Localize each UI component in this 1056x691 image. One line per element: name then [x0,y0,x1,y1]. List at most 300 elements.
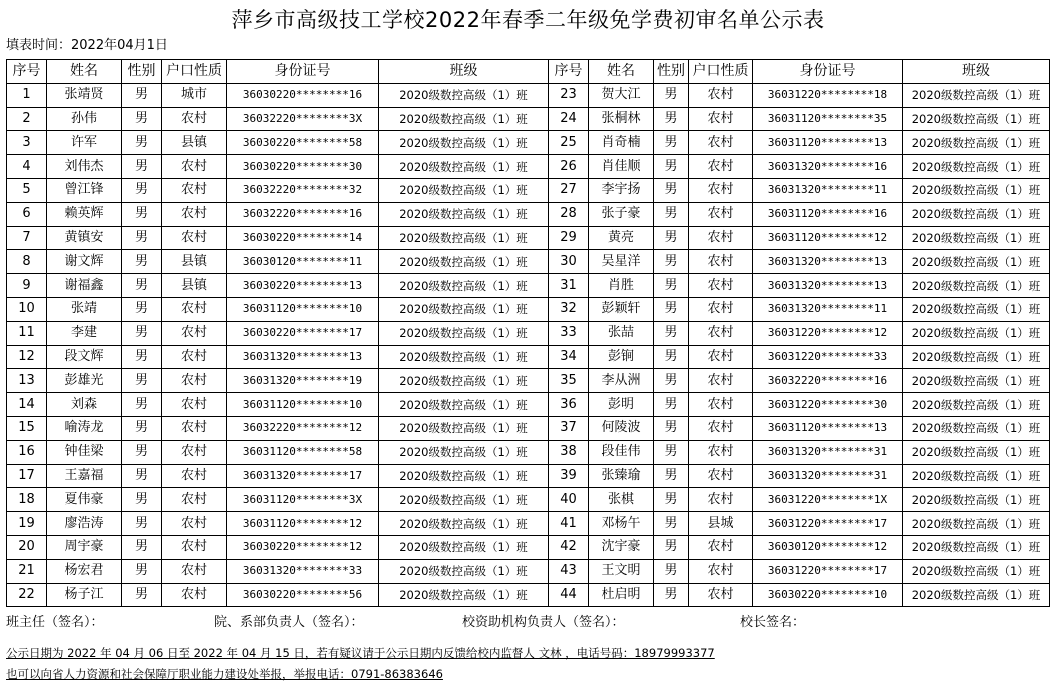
id-cell: 36030220********17 [227,321,379,345]
class-cell: 2020级数控高级（1）班 [379,202,549,226]
name-cell: 李建 [47,321,122,345]
seq-cell: 3 [7,131,47,155]
class-cell: 2020级数控高级（1）班 [903,535,1050,559]
seq-cell: 1 [7,83,47,107]
class-cell: 2020级数控高级（1）班 [903,488,1050,512]
gender-cell: 男 [654,369,689,393]
seq-cell: 28 [549,202,589,226]
hukou-cell: 农村 [162,345,227,369]
class-cell: 2020级数控高级（1）班 [379,583,549,607]
id-cell: 36031220********17 [753,559,903,583]
table-row [7,83,1050,107]
id-cell: 36031120********58 [227,440,379,464]
name-cell: 周宇豪 [47,535,122,559]
seq-cell: 26 [549,155,589,179]
gender-cell: 男 [654,393,689,417]
hukou-cell: 农村 [689,321,753,345]
class-cell: 2020级数控高级（1）班 [903,178,1050,202]
gender-cell: 男 [654,464,689,488]
table-row [7,512,1050,536]
hukou-cell: 农村 [162,107,227,131]
gender-cell: 男 [654,155,689,179]
class-cell: 2020级数控高级（1）班 [379,226,549,250]
id-cell: 36031220********30 [753,393,903,417]
class-cell: 2020级数控高级（1）班 [903,416,1050,440]
class-cell: 2020级数控高级（1）班 [903,83,1050,107]
class-cell: 2020级数控高级（1）班 [903,512,1050,536]
name-cell: 沈宇豪 [589,535,654,559]
seq-cell: 35 [549,369,589,393]
hukou-cell: 农村 [162,559,227,583]
seq-cell: 30 [549,250,589,274]
class-cell: 2020级数控高级（1）班 [903,321,1050,345]
id-cell: 36031320********16 [753,155,903,179]
hukou-cell: 农村 [162,416,227,440]
table-row [7,559,1050,583]
name-cell: 杜启明 [589,583,654,607]
seq-cell: 18 [7,488,47,512]
gender-cell: 男 [122,559,162,583]
class-cell: 2020级数控高级（1）班 [903,369,1050,393]
id-cell: 36031320********13 [227,345,379,369]
id-cell: 36031320********11 [753,297,903,321]
hukou-cell: 农村 [689,250,753,274]
col-header-class: 班级 [379,60,549,84]
id-cell: 36031120********12 [753,226,903,250]
class-cell: 2020级数控高级（1）班 [903,202,1050,226]
seq-cell: 19 [7,512,47,536]
seq-cell: 29 [549,226,589,250]
name-cell: 肖佳顺 [589,155,654,179]
id-cell: 36030220********14 [227,226,379,250]
id-cell: 36030120********11 [227,250,379,274]
gender-cell: 男 [122,250,162,274]
table-row [7,440,1050,464]
name-cell: 段文辉 [47,345,122,369]
name-cell: 黄亮 [589,226,654,250]
id-cell: 36031320********31 [753,440,903,464]
gender-cell: 男 [122,488,162,512]
hukou-cell: 农村 [689,464,753,488]
hukou-cell: 农村 [689,559,753,583]
gender-cell: 男 [122,226,162,250]
id-cell: 36031320********17 [227,464,379,488]
col-header-gender: 性别 [654,60,689,84]
seq-cell: 13 [7,369,47,393]
principal-signature: 校长签名： [740,615,806,630]
class-cell: 2020级数控高级（1）班 [379,107,549,131]
id-cell: 36031220********18 [753,83,903,107]
id-cell: 36032220********16 [753,369,903,393]
name-cell: 段佳伟 [589,440,654,464]
col-header-hukou: 户口性质 [162,60,227,84]
id-cell: 36030220********10 [753,583,903,607]
gender-cell: 男 [654,297,689,321]
hukou-cell: 农村 [689,583,753,607]
gender-cell: 男 [122,202,162,226]
hukou-cell: 农村 [162,321,227,345]
name-cell: 肖胜 [589,274,654,298]
class-cell: 2020级数控高级（1）班 [903,155,1050,179]
seq-cell: 32 [549,297,589,321]
seq-cell: 44 [549,583,589,607]
table-row [7,202,1050,226]
head-teacher-signature: 班主任（签名）： [6,615,104,630]
name-cell: 张靖 [47,297,122,321]
name-cell: 李宇扬 [589,178,654,202]
name-cell: 许军 [47,131,122,155]
seq-cell: 7 [7,226,47,250]
id-cell: 36030220********16 [227,83,379,107]
id-cell: 36031320********13 [753,274,903,298]
id-cell: 36030220********12 [227,535,379,559]
gender-cell: 男 [654,83,689,107]
name-cell: 廖浩涛 [47,512,122,536]
seq-cell: 39 [549,464,589,488]
gender-cell: 男 [122,155,162,179]
hukou-cell: 农村 [689,535,753,559]
class-cell: 2020级数控高级（1）班 [379,321,549,345]
gender-cell: 男 [654,131,689,155]
class-cell: 2020级数控高级（1）班 [903,131,1050,155]
seq-cell: 14 [7,393,47,417]
id-cell: 36032220********12 [227,416,379,440]
department-head-signature: 院、系部负责人（签名）： [214,615,364,630]
col-header-name: 姓名 [47,60,122,84]
name-cell: 彭颖轩 [589,297,654,321]
seq-cell: 37 [549,416,589,440]
roster-body [7,83,1050,607]
id-cell: 36031120********3X [227,488,379,512]
gender-cell: 男 [654,416,689,440]
gender-cell: 男 [122,369,162,393]
name-cell: 张靖贤 [47,83,122,107]
name-cell: 曾江锋 [47,178,122,202]
class-cell: 2020级数控高级（1）班 [379,559,549,583]
name-cell: 喻涛龙 [47,416,122,440]
col-header-seq: 序号 [549,60,589,84]
hukou-cell: 农村 [689,107,753,131]
hukou-cell: 县城 [689,512,753,536]
class-cell: 2020级数控高级（1）班 [903,226,1050,250]
hukou-cell: 农村 [689,393,753,417]
seq-cell: 10 [7,297,47,321]
table-row [7,345,1050,369]
gender-cell: 男 [654,250,689,274]
class-cell: 2020级数控高级（1）班 [903,345,1050,369]
gender-cell: 男 [122,393,162,417]
name-cell: 张子豪 [589,202,654,226]
id-cell: 36031120********12 [227,512,379,536]
class-cell: 2020级数控高级（1）班 [379,297,549,321]
class-cell: 2020级数控高级（1）班 [379,416,549,440]
name-cell: 张桐林 [589,107,654,131]
class-cell: 2020级数控高级（1）班 [379,488,549,512]
col-header-id: 身份证号 [227,60,379,84]
gender-cell: 男 [122,274,162,298]
class-cell: 2020级数控高级（1）班 [379,393,549,417]
class-cell: 2020级数控高级（1）班 [379,131,549,155]
seq-cell: 43 [549,559,589,583]
hukou-cell: 农村 [162,583,227,607]
hukou-cell: 农村 [689,369,753,393]
col-header-id: 身份证号 [753,60,903,84]
hukou-cell: 城市 [162,83,227,107]
class-cell: 2020级数控高级（1）班 [379,155,549,179]
class-cell: 2020级数控高级（1）班 [903,274,1050,298]
gender-cell: 男 [654,512,689,536]
class-cell: 2020级数控高级（1）班 [903,250,1050,274]
class-cell: 2020级数控高级（1）班 [379,83,549,107]
seq-cell: 8 [7,250,47,274]
col-header-gender: 性别 [122,60,162,84]
gender-cell: 男 [122,321,162,345]
class-cell: 2020级数控高级（1）班 [903,583,1050,607]
class-cell: 2020级数控高级（1）班 [379,369,549,393]
seq-cell: 40 [549,488,589,512]
col-header-class: 班级 [903,60,1050,84]
hukou-cell: 农村 [689,131,753,155]
seq-cell: 31 [549,274,589,298]
gender-cell: 男 [654,583,689,607]
id-cell: 36031220********17 [753,512,903,536]
page-title: 萍乡市高级技工学校2022年春季二年级免学费初审名单公示表 [231,8,825,32]
id-cell: 36030220********58 [227,131,379,155]
name-cell: 谢福鑫 [47,274,122,298]
hukou-cell: 农村 [162,393,227,417]
col-header-seq: 序号 [7,60,47,84]
name-cell: 刘伟杰 [47,155,122,179]
name-cell: 杨子江 [47,583,122,607]
id-cell: 36031320********11 [753,178,903,202]
name-cell: 张臻瑜 [589,464,654,488]
gender-cell: 男 [122,464,162,488]
gender-cell: 男 [654,559,689,583]
gender-cell: 男 [654,488,689,512]
table-row [7,155,1050,179]
name-cell: 杨宏君 [47,559,122,583]
id-cell: 36031320********31 [753,464,903,488]
name-cell: 张棋 [589,488,654,512]
class-cell: 2020级数控高级（1）班 [903,297,1050,321]
table-row [7,297,1050,321]
id-cell: 36031120********10 [227,297,379,321]
hukou-cell: 农村 [162,440,227,464]
class-cell: 2020级数控高级（1）班 [379,178,549,202]
class-cell: 2020级数控高级（1）班 [903,393,1050,417]
table-row [7,107,1050,131]
name-cell: 孙伟 [47,107,122,131]
id-cell: 36032220********16 [227,202,379,226]
name-cell: 肖奇楠 [589,131,654,155]
seq-cell: 15 [7,416,47,440]
gender-cell: 男 [654,202,689,226]
hukou-cell: 农村 [689,274,753,298]
hukou-cell: 农村 [689,155,753,179]
seq-cell: 41 [549,512,589,536]
aid-office-signature: 校资助机构负责人（签名）： [462,615,625,630]
hukou-cell: 农村 [162,202,227,226]
hukou-cell: 农村 [689,178,753,202]
gender-cell: 男 [122,416,162,440]
class-cell: 2020级数控高级（1）班 [903,107,1050,131]
seq-cell: 12 [7,345,47,369]
name-cell: 钟佳梁 [47,440,122,464]
hukou-cell: 农村 [689,345,753,369]
class-cell: 2020级数控高级（1）班 [379,464,549,488]
id-cell: 36031120********13 [753,416,903,440]
seq-cell: 36 [549,393,589,417]
class-cell: 2020级数控高级（1）班 [903,559,1050,583]
gender-cell: 男 [122,297,162,321]
gender-cell: 男 [122,512,162,536]
class-cell: 2020级数控高级（1）班 [379,250,549,274]
col-header-hukou: 户口性质 [689,60,753,84]
hukou-cell: 农村 [689,202,753,226]
hukou-cell: 农村 [162,512,227,536]
class-cell: 2020级数控高级（1）班 [379,512,549,536]
name-cell: 彭锏 [589,345,654,369]
seq-cell: 27 [549,178,589,202]
seq-cell: 33 [549,321,589,345]
name-cell: 彭雄光 [47,369,122,393]
hukou-cell: 农村 [689,416,753,440]
seq-cell: 38 [549,440,589,464]
gender-cell: 男 [122,178,162,202]
table-row [7,178,1050,202]
hukou-cell: 农村 [162,535,227,559]
table-row [7,321,1050,345]
class-cell: 2020级数控高级（1）班 [379,535,549,559]
name-cell: 张喆 [589,321,654,345]
name-cell: 邓杨午 [589,512,654,536]
id-cell: 36031120********10 [227,393,379,417]
table-row [7,583,1050,607]
gender-cell: 男 [122,535,162,559]
gender-cell: 男 [122,345,162,369]
seq-cell: 20 [7,535,47,559]
gender-cell: 男 [654,345,689,369]
id-cell: 36030120********12 [753,535,903,559]
hukou-cell: 县镇 [162,250,227,274]
seq-cell: 2 [7,107,47,131]
hukou-cell: 农村 [162,178,227,202]
seq-cell: 21 [7,559,47,583]
gender-cell: 男 [654,440,689,464]
hukou-cell: 农村 [162,297,227,321]
table-row [7,416,1050,440]
id-cell: 36032220********32 [227,178,379,202]
id-cell: 36031320********33 [227,559,379,583]
table-row [7,226,1050,250]
table-row [7,535,1050,559]
col-header-name: 姓名 [589,60,654,84]
hukou-cell: 农村 [162,464,227,488]
name-cell: 谢文辉 [47,250,122,274]
id-cell: 36031120********13 [753,131,903,155]
id-cell: 36031120********16 [753,202,903,226]
hukou-cell: 农村 [162,226,227,250]
fill-date: 填表时间：2022年04月1日 [6,38,168,53]
hukou-cell: 农村 [689,440,753,464]
id-cell: 36030220********30 [227,155,379,179]
gender-cell: 男 [122,131,162,155]
hukou-cell: 农村 [689,297,753,321]
gender-cell: 男 [654,178,689,202]
gender-cell: 男 [122,583,162,607]
seq-cell: 17 [7,464,47,488]
id-cell: 36031220********1X [753,488,903,512]
seq-cell: 11 [7,321,47,345]
hukou-cell: 农村 [162,369,227,393]
id-cell: 36031220********33 [753,345,903,369]
name-cell: 赖英辉 [47,202,122,226]
seq-cell: 22 [7,583,47,607]
gender-cell: 男 [654,535,689,559]
notice-line-1: 公示日期为 2022 年 04 月 06 日至 2022 年 04 月 15 日，若有疑议请于公示日期内反馈给校内监督人 文林 ，电话号码：18979993377 [6,646,715,660]
seq-cell: 6 [7,202,47,226]
name-cell: 王嘉福 [47,464,122,488]
id-cell: 36031320********19 [227,369,379,393]
id-cell: 36031220********12 [753,321,903,345]
gender-cell: 男 [654,321,689,345]
id-cell: 36031320********13 [753,250,903,274]
hukou-cell: 县镇 [162,131,227,155]
class-cell: 2020级数控高级（1）班 [379,345,549,369]
table-row [7,488,1050,512]
gender-cell: 男 [122,107,162,131]
gender-cell: 男 [654,226,689,250]
table-row [7,464,1050,488]
id-cell: 36032220********3X [227,107,379,131]
seq-cell: 4 [7,155,47,179]
id-cell: 36031120********35 [753,107,903,131]
gender-cell: 男 [122,83,162,107]
seq-cell: 34 [549,345,589,369]
name-cell: 刘森 [47,393,122,417]
hukou-cell: 农村 [689,226,753,250]
seq-cell: 42 [549,535,589,559]
hukou-cell: 县镇 [162,274,227,298]
gender-cell: 男 [654,107,689,131]
hukou-cell: 农村 [689,83,753,107]
seq-cell: 9 [7,274,47,298]
seq-cell: 16 [7,440,47,464]
name-cell: 王文明 [589,559,654,583]
name-cell: 夏伟豪 [47,488,122,512]
gender-cell: 男 [122,440,162,464]
table-row [7,393,1050,417]
name-cell: 黄镇安 [47,226,122,250]
table-row [7,369,1050,393]
seq-cell: 23 [549,83,589,107]
notice-line-2: 也可以向省人力资源和社会保障厅职业能力建设处举报，举报电话：0791-86383646 [6,667,443,681]
table-row [7,131,1050,155]
seq-cell: 25 [549,131,589,155]
name-cell: 李从洲 [589,369,654,393]
id-cell: 36030220********13 [227,274,379,298]
table-row [7,274,1050,298]
hukou-cell: 农村 [162,488,227,512]
name-cell: 吴星洋 [589,250,654,274]
roster-table [6,59,1050,607]
hukou-cell: 农村 [162,155,227,179]
hukou-cell: 农村 [689,488,753,512]
header-row [7,60,1050,84]
seq-cell: 24 [549,107,589,131]
name-cell: 何陵波 [589,416,654,440]
class-cell: 2020级数控高级（1）班 [379,274,549,298]
